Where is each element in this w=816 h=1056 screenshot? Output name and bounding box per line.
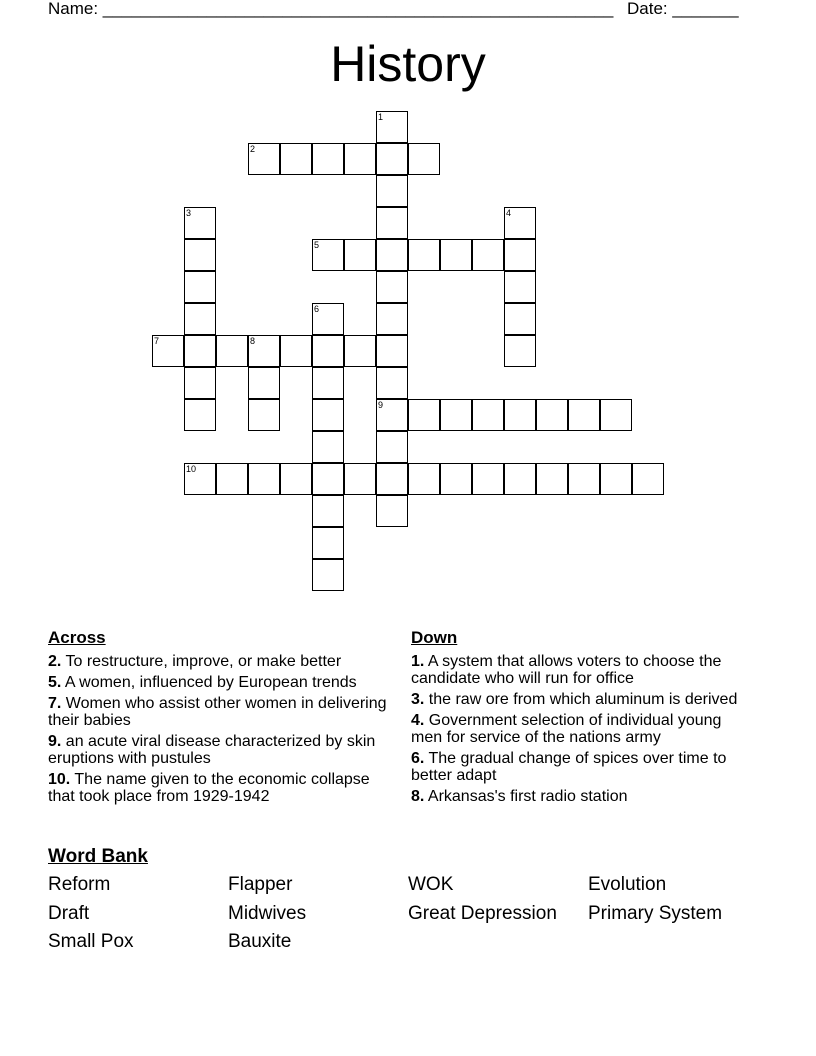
crossword-cell — [632, 463, 664, 495]
crossword-cell — [408, 143, 440, 175]
clue-number: 9 — [378, 400, 384, 410]
crossword-cell — [312, 143, 344, 175]
across-clue: 5. A women, influenced by European trends — [48, 674, 357, 691]
clue-number: 6 — [314, 304, 320, 314]
crossword-cell — [472, 399, 504, 431]
word-bank-item: Small Pox — [48, 931, 134, 952]
crossword-cell — [504, 399, 536, 431]
crossword-cell — [536, 399, 568, 431]
crossword-cell — [248, 143, 280, 175]
down-heading: Down — [411, 628, 458, 647]
crossword-cell — [184, 335, 216, 367]
crossword-cell — [312, 303, 344, 335]
crossword-cell — [472, 239, 504, 271]
crossword-cell — [312, 431, 344, 463]
crossword-cell — [344, 335, 376, 367]
crossword-cell — [184, 271, 216, 303]
word-bank-item: Flapper — [228, 874, 293, 895]
crossword-cell — [504, 271, 536, 303]
crossword-cell — [408, 399, 440, 431]
across-clue: 9. an acute viral disease characterized by skin eruptions with pustules — [48, 733, 376, 767]
crossword-cell — [440, 463, 472, 495]
crossword-cell — [376, 495, 408, 527]
crossword-cell — [504, 303, 536, 335]
crossword-cell — [248, 399, 280, 431]
crossword-cell — [312, 335, 344, 367]
crossword-cell — [280, 335, 312, 367]
crossword-cell — [184, 367, 216, 399]
clue-number: 1 — [378, 112, 384, 122]
crossword-cell — [152, 335, 184, 367]
crossword-cell — [504, 335, 536, 367]
word-bank-item: Draft — [48, 903, 90, 924]
crossword-cell — [376, 175, 408, 207]
crossword-cell — [376, 463, 408, 495]
crossword-cell — [280, 143, 312, 175]
down-clue: 6. The gradual change of spices over time to better adapt — [411, 750, 727, 784]
clue-number: 7 — [154, 336, 160, 346]
clue-number: 10 — [186, 464, 197, 474]
crossword-cell — [472, 463, 504, 495]
crossword-cell — [312, 239, 344, 271]
across-clue: 7. Women who assist other women in delivering their babies — [48, 695, 387, 729]
word-bank-item: Midwives — [228, 903, 307, 924]
clue-number: 4 — [506, 208, 512, 218]
crossword-cell — [376, 207, 408, 239]
crossword-cell — [440, 399, 472, 431]
crossword-cell — [344, 239, 376, 271]
crossword-cell — [344, 463, 376, 495]
down-clue: 8. Arkansas's first radio station — [411, 788, 628, 805]
crossword-cell — [376, 335, 408, 367]
crossword-cell — [312, 399, 344, 431]
word-bank-item: Evolution — [588, 874, 667, 895]
word-bank-item: Bauxite — [228, 931, 292, 952]
crossword-cell — [376, 143, 408, 175]
crossword-cell — [600, 399, 632, 431]
clue-number: 3 — [186, 208, 192, 218]
crossword-cell — [184, 399, 216, 431]
crossword-cell — [376, 399, 408, 431]
name-line: Name: ______________________________________________________ — [48, 0, 614, 18]
crossword-cell — [504, 463, 536, 495]
date-line: Date: _______ — [627, 0, 739, 18]
word-bank-item: Great Depression — [408, 903, 557, 924]
crossword-cell — [312, 463, 344, 495]
crossword-cell — [600, 463, 632, 495]
crossword-cell — [504, 207, 536, 239]
clue-number: 8 — [250, 336, 256, 346]
word-bank-item: Primary System — [588, 903, 723, 924]
crossword-cell — [184, 463, 216, 495]
word-bank-item: Reform — [48, 874, 111, 895]
crossword-cell — [184, 239, 216, 271]
clue-number: 2 — [250, 144, 256, 154]
crossword-cell — [376, 111, 408, 143]
crossword-cell — [536, 463, 568, 495]
crossword-cell — [408, 463, 440, 495]
crossword-cell — [376, 239, 408, 271]
word-bank-title: Word Bank — [48, 846, 148, 867]
crossword-cell — [280, 463, 312, 495]
word-bank-item: WOK — [408, 874, 454, 895]
crossword-cell — [376, 303, 408, 335]
across-clue: 2. To restructure, improve, or make better — [48, 653, 342, 670]
crossword-cell — [344, 143, 376, 175]
crossword-cell — [312, 367, 344, 399]
across-clue: 10. The name given to the economic collapse that took place from 1929-1942 — [48, 771, 370, 805]
crossword-cell — [184, 207, 216, 239]
across-clues — [48, 628, 388, 809]
crossword-cell — [408, 239, 440, 271]
crossword-cell — [216, 335, 248, 367]
crossword-cell — [184, 303, 216, 335]
crossword-cell — [248, 335, 280, 367]
crossword-cell — [248, 367, 280, 399]
crossword-cell — [440, 239, 472, 271]
down-clues — [411, 628, 751, 809]
crossword-cell — [504, 239, 536, 271]
crossword-cell — [312, 559, 344, 591]
crossword-cell — [376, 431, 408, 463]
page-title: History — [330, 36, 486, 92]
crossword-cell — [216, 463, 248, 495]
crossword-cell — [376, 367, 408, 399]
crossword-cell — [312, 527, 344, 559]
clue-number: 5 — [314, 240, 320, 250]
crossword-cell — [248, 463, 280, 495]
crossword-cell — [376, 271, 408, 303]
crossword-cell — [568, 463, 600, 495]
across-heading: Across — [48, 628, 106, 647]
crossword-cell — [568, 399, 600, 431]
down-clue: 3. the raw ore from which aluminum is derived — [411, 691, 738, 708]
down-clue: 4. Government selection of individual young men for service of the nations army — [411, 712, 722, 746]
down-clue: 1. A system that allows voters to choose the candidate who will run for office — [411, 653, 722, 687]
crossword-cell — [312, 495, 344, 527]
